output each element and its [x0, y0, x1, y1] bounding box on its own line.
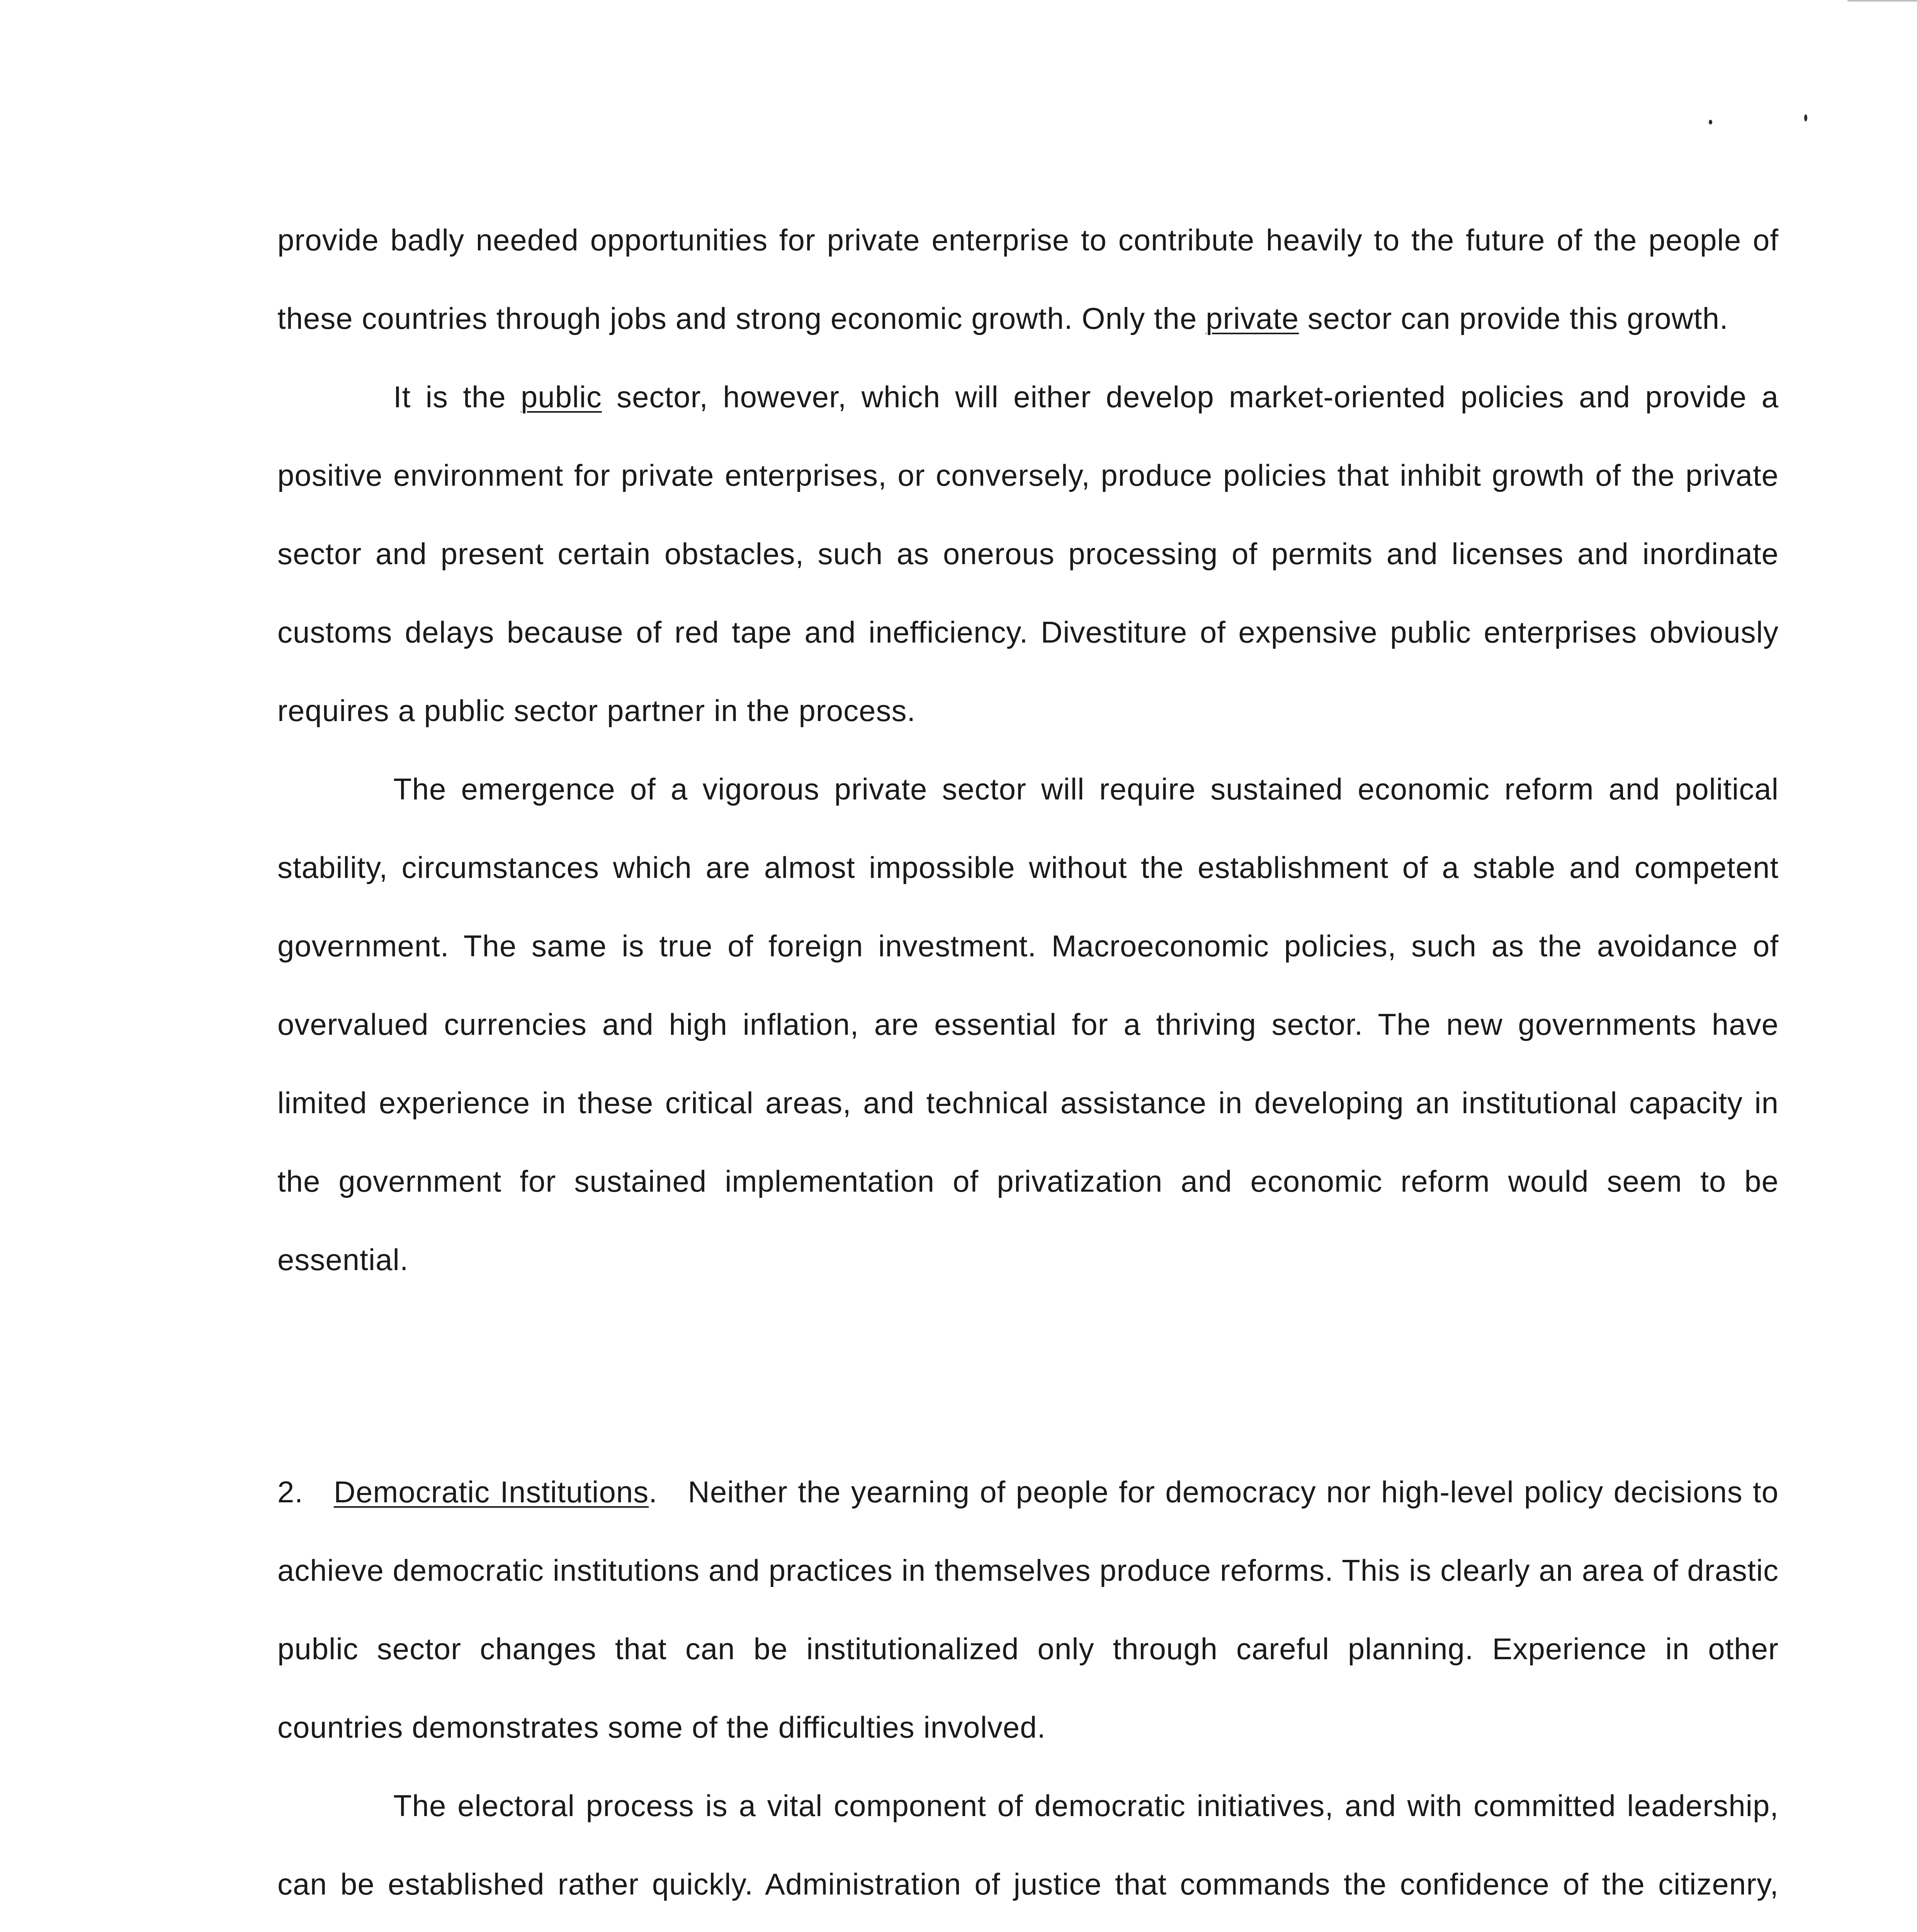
paragraph-private-enterprise: provide badly needed opportunities for private enterprise to contribute heavily to the future of the people of these countries through jobs and strong economic growth. Only the private sector can provide this growth. — [277, 223, 1779, 335]
paragraph-democratic-institutions: 2. Democratic Institutions. Neither the yearning of people for democracy nor high-level policy decisions to achieve democratic institutions and practices in themselves produce reforms. This is clearly an area of drastic public sector changes that can be institutionalized only through careful planning. Experience in other countries demonstrates some of the difficulties involved. — [277, 1475, 1779, 1744]
private-sector-section — [277, 201, 1779, 1299]
emphasis-public: public — [521, 380, 602, 414]
paragraph-public-sector: It is the public sector, however, which will either develop market-oriented policies and provide a positive environment for private enterprises, or conversely, produce policies that inhibit growth of the private sector and present certain obstacles, such as onerous processing of permits and licenses and inordinate customs delays because of red tape and inefficiency. Divestiture of expensive public enterprises obviously requires a public sector partner in the process. — [277, 380, 1779, 728]
scan-speck — [1804, 114, 1807, 121]
scan-speck — [1709, 120, 1712, 124]
democratic-institutions-section — [277, 1453, 1779, 1932]
scan-edge-line — [1847, 0, 1917, 2]
section-number: 2. — [277, 1475, 304, 1509]
section-heading: Democratic Institutions — [333, 1475, 649, 1509]
paragraph-electoral-process: The electoral process is a vital component of democratic initiatives, and with committed leadership, can be established rather quickly. Administration of justice that commands the confidence of the citizenry, — [277, 1789, 1779, 1901]
emphasis-private: private — [1206, 301, 1299, 335]
paragraph-economic-reform: The emergence of a vigorous private sector will require sustained economic reform and political stability, circumstances which are almost impossible without the establishment of a stable and competent government. The same is true of foreign investment. Macroeconomic policies, such as the avoidance of overvalued currencies and high inflation, are essential for a thriving sector. The new governments have limited experience in these critical areas, and technical assistance in developing an institutional capacity in the government for sustained implementation of privatization and economic reform would seem to be essential. — [277, 772, 1779, 1277]
